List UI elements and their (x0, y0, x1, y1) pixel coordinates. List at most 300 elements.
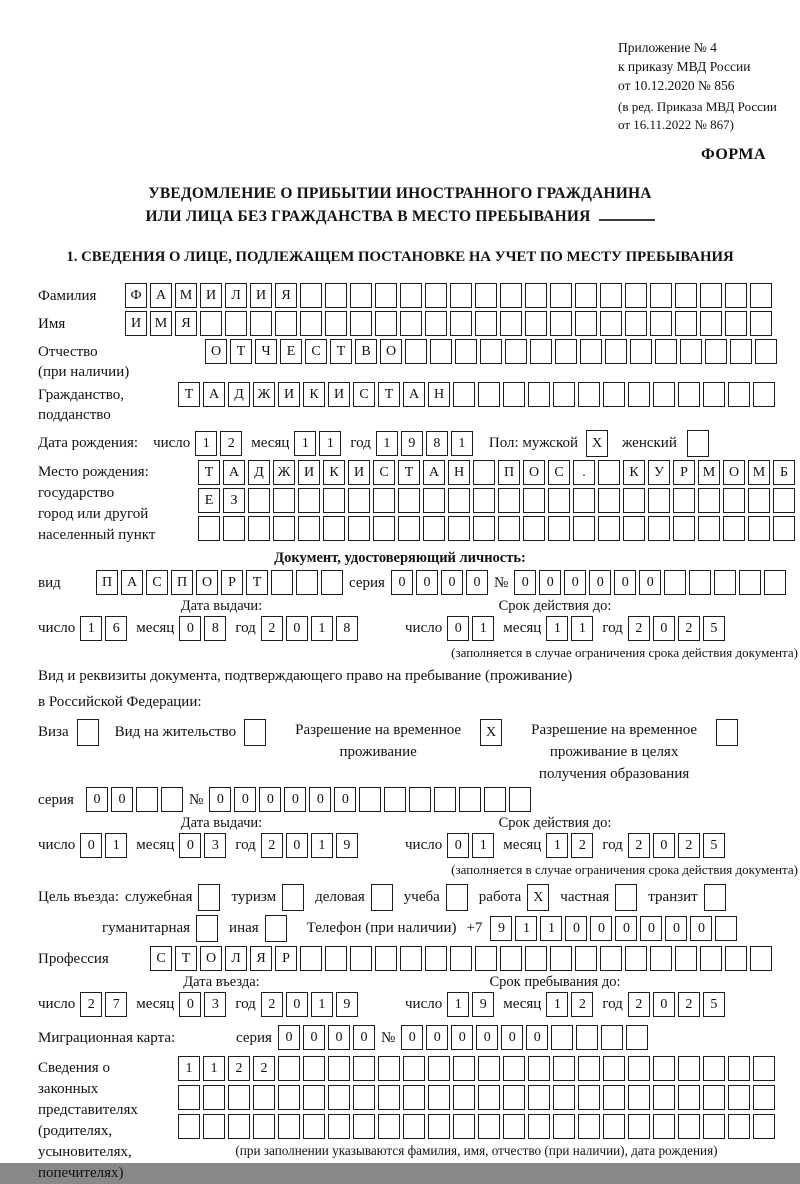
form-cell[interactable] (321, 570, 343, 595)
form-cell[interactable]: И (348, 460, 370, 485)
form-cell[interactable] (425, 311, 447, 336)
form-cell[interactable] (523, 488, 545, 513)
form-cell[interactable] (653, 1085, 675, 1110)
form-cell[interactable] (750, 946, 772, 971)
form-cell[interactable] (300, 311, 322, 336)
form-cell[interactable] (328, 1085, 350, 1110)
form-cell[interactable] (503, 1114, 525, 1139)
form-cell[interactable] (678, 1114, 700, 1139)
form-cell[interactable] (675, 311, 697, 336)
form-cell[interactable] (730, 339, 752, 364)
form-cell[interactable]: 6 (105, 616, 127, 641)
form-cell[interactable]: Т (330, 339, 352, 364)
form-cell[interactable] (555, 339, 577, 364)
form-cell[interactable]: 1 (447, 992, 469, 1017)
form-cell[interactable] (764, 570, 786, 595)
purpose-option-checkbox[interactable] (371, 884, 393, 911)
form-cell[interactable]: 0 (447, 833, 469, 858)
form-cell[interactable] (253, 1085, 275, 1110)
form-cell[interactable]: 2 (628, 992, 650, 1017)
form-cell[interactable] (575, 283, 597, 308)
form-cell[interactable]: 9 (490, 916, 512, 941)
form-cell[interactable]: 5 (703, 833, 725, 858)
form-cell[interactable] (428, 1114, 450, 1139)
form-cell[interactable]: 1 (540, 916, 562, 941)
form-cell[interactable]: 2 (571, 992, 593, 1017)
form-cell[interactable] (500, 946, 522, 971)
form-cell[interactable]: 0 (278, 1025, 300, 1050)
form-cell[interactable] (603, 1085, 625, 1110)
form-cell[interactable] (300, 283, 322, 308)
form-cell[interactable]: 2 (628, 616, 650, 641)
form-cell[interactable]: 2 (571, 833, 593, 858)
form-cell[interactable] (296, 570, 318, 595)
form-cell[interactable]: Т (230, 339, 252, 364)
form-cell[interactable] (773, 488, 795, 513)
form-cell[interactable] (473, 516, 495, 541)
form-cell[interactable] (755, 339, 777, 364)
form-cell[interactable]: 0 (665, 916, 687, 941)
form-cell[interactable]: 1 (546, 992, 568, 1017)
form-cell[interactable] (628, 382, 650, 407)
form-cell[interactable]: 0 (286, 616, 308, 641)
form-cell[interactable]: 1 (311, 616, 333, 641)
form-cell[interactable] (178, 1085, 200, 1110)
form-cell[interactable] (678, 382, 700, 407)
form-cell[interactable] (525, 946, 547, 971)
checkbox-cell[interactable]: X (480, 719, 502, 746)
form-cell[interactable] (228, 1114, 250, 1139)
form-cell[interactable] (625, 283, 647, 308)
form-cell[interactable] (578, 382, 600, 407)
form-cell[interactable]: 0 (286, 992, 308, 1017)
form-cell[interactable] (628, 1056, 650, 1081)
form-cell[interactable]: 1 (105, 833, 127, 858)
form-cell[interactable] (303, 1114, 325, 1139)
form-cell[interactable] (403, 1114, 425, 1139)
form-cell[interactable] (653, 1056, 675, 1081)
form-cell[interactable]: Е (280, 339, 302, 364)
form-cell[interactable] (273, 488, 295, 513)
form-cell[interactable] (278, 1056, 300, 1081)
form-cell[interactable]: 0 (234, 787, 256, 812)
form-cell[interactable] (450, 311, 472, 336)
form-cell[interactable] (478, 1056, 500, 1081)
form-cell[interactable]: 1 (546, 833, 568, 858)
checkbox-cell[interactable] (687, 430, 709, 457)
form-cell[interactable]: 0 (259, 787, 281, 812)
form-cell[interactable] (753, 1056, 775, 1081)
form-cell[interactable]: 1 (311, 992, 333, 1017)
form-cell[interactable]: 0 (86, 787, 108, 812)
form-cell[interactable]: 1 (319, 431, 341, 456)
form-cell[interactable] (653, 1114, 675, 1139)
form-cell[interactable] (475, 283, 497, 308)
purpose-option-checkbox[interactable] (615, 884, 637, 911)
form-cell[interactable]: 0 (690, 916, 712, 941)
form-cell[interactable] (400, 946, 422, 971)
form-cell[interactable]: С (146, 570, 168, 595)
form-cell[interactable]: М (698, 460, 720, 485)
form-cell[interactable] (455, 339, 477, 364)
form-cell[interactable] (675, 946, 697, 971)
form-cell[interactable] (271, 570, 293, 595)
form-cell[interactable]: Ж (253, 382, 275, 407)
purpose-option-checkbox[interactable] (704, 884, 726, 911)
form-cell[interactable]: 7 (105, 992, 127, 1017)
form-cell[interactable] (434, 787, 456, 812)
form-cell[interactable]: О (380, 339, 402, 364)
form-cell[interactable]: А (203, 382, 225, 407)
form-cell[interactable] (748, 516, 770, 541)
form-cell[interactable] (503, 382, 525, 407)
form-cell[interactable] (203, 1085, 225, 1110)
form-cell[interactable]: 9 (472, 992, 494, 1017)
form-cell[interactable]: К (303, 382, 325, 407)
form-cell[interactable]: О (196, 570, 218, 595)
form-cell[interactable]: 2 (261, 833, 283, 858)
form-cell[interactable] (603, 1056, 625, 1081)
form-cell[interactable] (325, 311, 347, 336)
form-cell[interactable]: 8 (336, 616, 358, 641)
form-cell[interactable] (228, 1085, 250, 1110)
form-cell[interactable] (598, 516, 620, 541)
form-cell[interactable] (398, 516, 420, 541)
form-cell[interactable] (453, 1085, 475, 1110)
form-cell[interactable] (698, 516, 720, 541)
form-cell[interactable] (605, 339, 627, 364)
form-cell[interactable]: 0 (451, 1025, 473, 1050)
form-cell[interactable] (350, 946, 372, 971)
form-cell[interactable] (523, 516, 545, 541)
form-cell[interactable] (323, 516, 345, 541)
form-cell[interactable]: 0 (209, 787, 231, 812)
form-cell[interactable] (448, 516, 470, 541)
form-cell[interactable]: 0 (353, 1025, 375, 1050)
form-cell[interactable] (650, 283, 672, 308)
form-cell[interactable] (705, 339, 727, 364)
form-cell[interactable] (423, 488, 445, 513)
checkbox-cell[interactable] (716, 719, 738, 746)
form-cell[interactable] (328, 1056, 350, 1081)
form-cell[interactable] (630, 339, 652, 364)
form-cell[interactable] (478, 382, 500, 407)
form-cell[interactable] (673, 488, 695, 513)
form-cell[interactable]: О (200, 946, 222, 971)
form-cell[interactable]: 1 (203, 1056, 225, 1081)
form-cell[interactable]: 0 (564, 570, 586, 595)
form-cell[interactable]: С (353, 382, 375, 407)
form-cell[interactable]: Т (198, 460, 220, 485)
form-cell[interactable]: 0 (111, 787, 133, 812)
form-cell[interactable]: К (623, 460, 645, 485)
form-cell[interactable] (753, 1114, 775, 1139)
form-cell[interactable]: 2 (228, 1056, 250, 1081)
form-cell[interactable]: 0 (590, 916, 612, 941)
form-cell[interactable]: К (323, 460, 345, 485)
form-cell[interactable] (348, 488, 370, 513)
form-cell[interactable] (678, 1085, 700, 1110)
form-cell[interactable]: Д (228, 382, 250, 407)
form-cell[interactable] (700, 946, 722, 971)
form-cell[interactable] (603, 382, 625, 407)
form-cell[interactable]: 8 (426, 431, 448, 456)
form-cell[interactable]: 1 (451, 431, 473, 456)
form-cell[interactable]: 0 (615, 916, 637, 941)
form-cell[interactable]: 0 (286, 833, 308, 858)
form-cell[interactable] (273, 516, 295, 541)
form-cell[interactable]: Б (773, 460, 795, 485)
form-cell[interactable] (528, 1114, 550, 1139)
form-cell[interactable]: 0 (328, 1025, 350, 1050)
form-cell[interactable]: В (355, 339, 377, 364)
form-cell[interactable]: 1 (178, 1056, 200, 1081)
form-cell[interactable] (303, 1085, 325, 1110)
form-cell[interactable] (675, 283, 697, 308)
form-cell[interactable]: 0 (653, 992, 675, 1017)
form-cell[interactable] (323, 488, 345, 513)
form-cell[interactable]: И (298, 460, 320, 485)
form-cell[interactable]: П (96, 570, 118, 595)
form-cell[interactable] (475, 311, 497, 336)
form-cell[interactable] (728, 1085, 750, 1110)
form-cell[interactable]: 1 (472, 616, 494, 641)
form-cell[interactable] (548, 516, 570, 541)
form-cell[interactable] (750, 311, 772, 336)
form-cell[interactable] (203, 1114, 225, 1139)
form-cell[interactable] (703, 382, 725, 407)
form-cell[interactable]: О (523, 460, 545, 485)
form-cell[interactable] (425, 283, 447, 308)
form-cell[interactable] (650, 946, 672, 971)
form-cell[interactable] (626, 1025, 648, 1050)
form-cell[interactable]: Ф (125, 283, 147, 308)
form-cell[interactable] (253, 1114, 275, 1139)
checkbox-cell[interactable] (77, 719, 99, 746)
form-cell[interactable]: Л (225, 283, 247, 308)
form-cell[interactable]: 9 (336, 992, 358, 1017)
form-cell[interactable]: 2 (628, 833, 650, 858)
form-cell[interactable]: Я (175, 311, 197, 336)
form-cell[interactable] (375, 946, 397, 971)
form-cell[interactable] (700, 311, 722, 336)
form-cell[interactable] (223, 516, 245, 541)
form-cell[interactable] (753, 1085, 775, 1110)
form-cell[interactable] (525, 311, 547, 336)
form-cell[interactable]: А (150, 283, 172, 308)
form-cell[interactable]: П (498, 460, 520, 485)
form-cell[interactable] (601, 1025, 623, 1050)
form-cell[interactable] (375, 311, 397, 336)
form-cell[interactable] (748, 488, 770, 513)
form-cell[interactable] (373, 488, 395, 513)
form-cell[interactable]: 0 (303, 1025, 325, 1050)
form-cell[interactable] (728, 382, 750, 407)
form-cell[interactable]: С (305, 339, 327, 364)
form-cell[interactable] (428, 1085, 450, 1110)
form-cell[interactable] (578, 1085, 600, 1110)
purpose-option-checkbox[interactable]: X (527, 884, 549, 911)
form-cell[interactable]: 1 (80, 616, 102, 641)
form-cell[interactable]: 0 (501, 1025, 523, 1050)
checkbox-cell[interactable]: X (586, 430, 608, 457)
form-cell[interactable]: 5 (703, 616, 725, 641)
form-cell[interactable]: П (171, 570, 193, 595)
form-cell[interactable]: О (205, 339, 227, 364)
form-cell[interactable] (598, 460, 620, 485)
form-cell[interactable] (453, 1056, 475, 1081)
form-cell[interactable] (725, 311, 747, 336)
form-cell[interactable]: 3 (204, 833, 226, 858)
form-cell[interactable]: 0 (526, 1025, 548, 1050)
form-cell[interactable] (505, 339, 527, 364)
form-cell[interactable] (378, 1114, 400, 1139)
form-cell[interactable]: 0 (565, 916, 587, 941)
form-cell[interactable] (503, 1056, 525, 1081)
form-cell[interactable]: Р (275, 946, 297, 971)
form-cell[interactable] (500, 283, 522, 308)
form-cell[interactable] (550, 946, 572, 971)
form-cell[interactable]: З (223, 488, 245, 513)
form-cell[interactable] (378, 1085, 400, 1110)
form-cell[interactable]: 0 (401, 1025, 423, 1050)
form-cell[interactable] (405, 339, 427, 364)
form-cell[interactable] (325, 283, 347, 308)
form-cell[interactable] (503, 1085, 525, 1110)
form-cell[interactable] (655, 339, 677, 364)
form-cell[interactable]: 0 (539, 570, 561, 595)
form-cell[interactable]: О (723, 460, 745, 485)
form-cell[interactable]: 0 (441, 570, 463, 595)
purpose-option-checkbox[interactable] (196, 915, 218, 942)
form-cell[interactable]: А (121, 570, 143, 595)
form-cell[interactable]: 0 (514, 570, 536, 595)
form-cell[interactable]: 3 (204, 992, 226, 1017)
form-cell[interactable] (703, 1085, 725, 1110)
form-cell[interactable] (350, 283, 372, 308)
form-cell[interactable]: Ж (273, 460, 295, 485)
form-cell[interactable] (551, 1025, 573, 1050)
form-cell[interactable] (600, 946, 622, 971)
form-cell[interactable]: 0 (426, 1025, 448, 1050)
form-cell[interactable]: 1 (515, 916, 537, 941)
form-cell[interactable]: И (200, 283, 222, 308)
form-cell[interactable] (715, 916, 737, 941)
form-cell[interactable] (475, 946, 497, 971)
form-cell[interactable] (530, 339, 552, 364)
form-cell[interactable] (473, 488, 495, 513)
form-cell[interactable] (498, 488, 520, 513)
form-cell[interactable]: Ч (255, 339, 277, 364)
form-cell[interactable] (248, 488, 270, 513)
form-cell[interactable]: 0 (653, 833, 675, 858)
form-cell[interactable]: 1 (294, 431, 316, 456)
form-cell[interactable]: 0 (179, 616, 201, 641)
form-cell[interactable]: М (175, 283, 197, 308)
form-cell[interactable] (409, 787, 431, 812)
form-cell[interactable]: 1 (472, 833, 494, 858)
purpose-option-checkbox[interactable] (282, 884, 304, 911)
form-cell[interactable] (575, 946, 597, 971)
form-cell[interactable]: 8 (204, 616, 226, 641)
form-cell[interactable]: 0 (614, 570, 636, 595)
form-cell[interactable] (478, 1085, 500, 1110)
form-cell[interactable] (603, 1114, 625, 1139)
form-cell[interactable] (459, 787, 481, 812)
form-cell[interactable] (648, 488, 670, 513)
form-cell[interactable] (528, 1085, 550, 1110)
form-cell[interactable] (398, 488, 420, 513)
form-cell[interactable]: Р (673, 460, 695, 485)
form-cell[interactable] (430, 339, 452, 364)
form-cell[interactable]: М (150, 311, 172, 336)
form-cell[interactable] (623, 516, 645, 541)
form-cell[interactable] (378, 1056, 400, 1081)
form-cell[interactable] (623, 488, 645, 513)
form-cell[interactable] (689, 570, 711, 595)
form-cell[interactable] (453, 382, 475, 407)
form-cell[interactable] (225, 311, 247, 336)
form-cell[interactable] (573, 488, 595, 513)
form-cell[interactable] (753, 382, 775, 407)
form-cell[interactable] (248, 516, 270, 541)
form-cell[interactable]: 2 (80, 992, 102, 1017)
form-cell[interactable]: 0 (466, 570, 488, 595)
form-cell[interactable] (328, 1114, 350, 1139)
form-cell[interactable] (161, 787, 183, 812)
form-cell[interactable] (478, 1114, 500, 1139)
form-cell[interactable] (680, 339, 702, 364)
form-cell[interactable]: И (250, 283, 272, 308)
form-cell[interactable] (678, 1056, 700, 1081)
form-cell[interactable] (509, 787, 531, 812)
form-cell[interactable]: С (373, 460, 395, 485)
form-cell[interactable] (423, 516, 445, 541)
form-cell[interactable]: А (423, 460, 445, 485)
form-cell[interactable] (628, 1114, 650, 1139)
form-cell[interactable] (480, 339, 502, 364)
form-cell[interactable] (628, 1085, 650, 1110)
form-cell[interactable]: 0 (334, 787, 356, 812)
form-cell[interactable] (648, 516, 670, 541)
form-cell[interactable] (550, 311, 572, 336)
form-cell[interactable] (725, 283, 747, 308)
form-cell[interactable]: 9 (336, 833, 358, 858)
form-cell[interactable]: . (573, 460, 595, 485)
form-cell[interactable] (453, 1114, 475, 1139)
form-cell[interactable] (664, 570, 686, 595)
purpose-option-checkbox[interactable] (265, 915, 287, 942)
form-cell[interactable]: 0 (391, 570, 413, 595)
form-cell[interactable] (403, 1085, 425, 1110)
form-cell[interactable] (580, 339, 602, 364)
form-cell[interactable]: 0 (179, 833, 201, 858)
form-cell[interactable]: Т (246, 570, 268, 595)
form-cell[interactable]: С (548, 460, 570, 485)
form-cell[interactable]: 0 (476, 1025, 498, 1050)
form-cell[interactable] (728, 1056, 750, 1081)
form-cell[interactable] (275, 311, 297, 336)
form-cell[interactable] (484, 787, 506, 812)
form-cell[interactable]: 0 (80, 833, 102, 858)
form-cell[interactable]: 5 (703, 992, 725, 1017)
form-cell[interactable]: Т (378, 382, 400, 407)
form-cell[interactable] (400, 311, 422, 336)
form-cell[interactable] (528, 1056, 550, 1081)
form-cell[interactable] (553, 382, 575, 407)
form-cell[interactable]: 0 (179, 992, 201, 1017)
form-cell[interactable] (739, 570, 761, 595)
